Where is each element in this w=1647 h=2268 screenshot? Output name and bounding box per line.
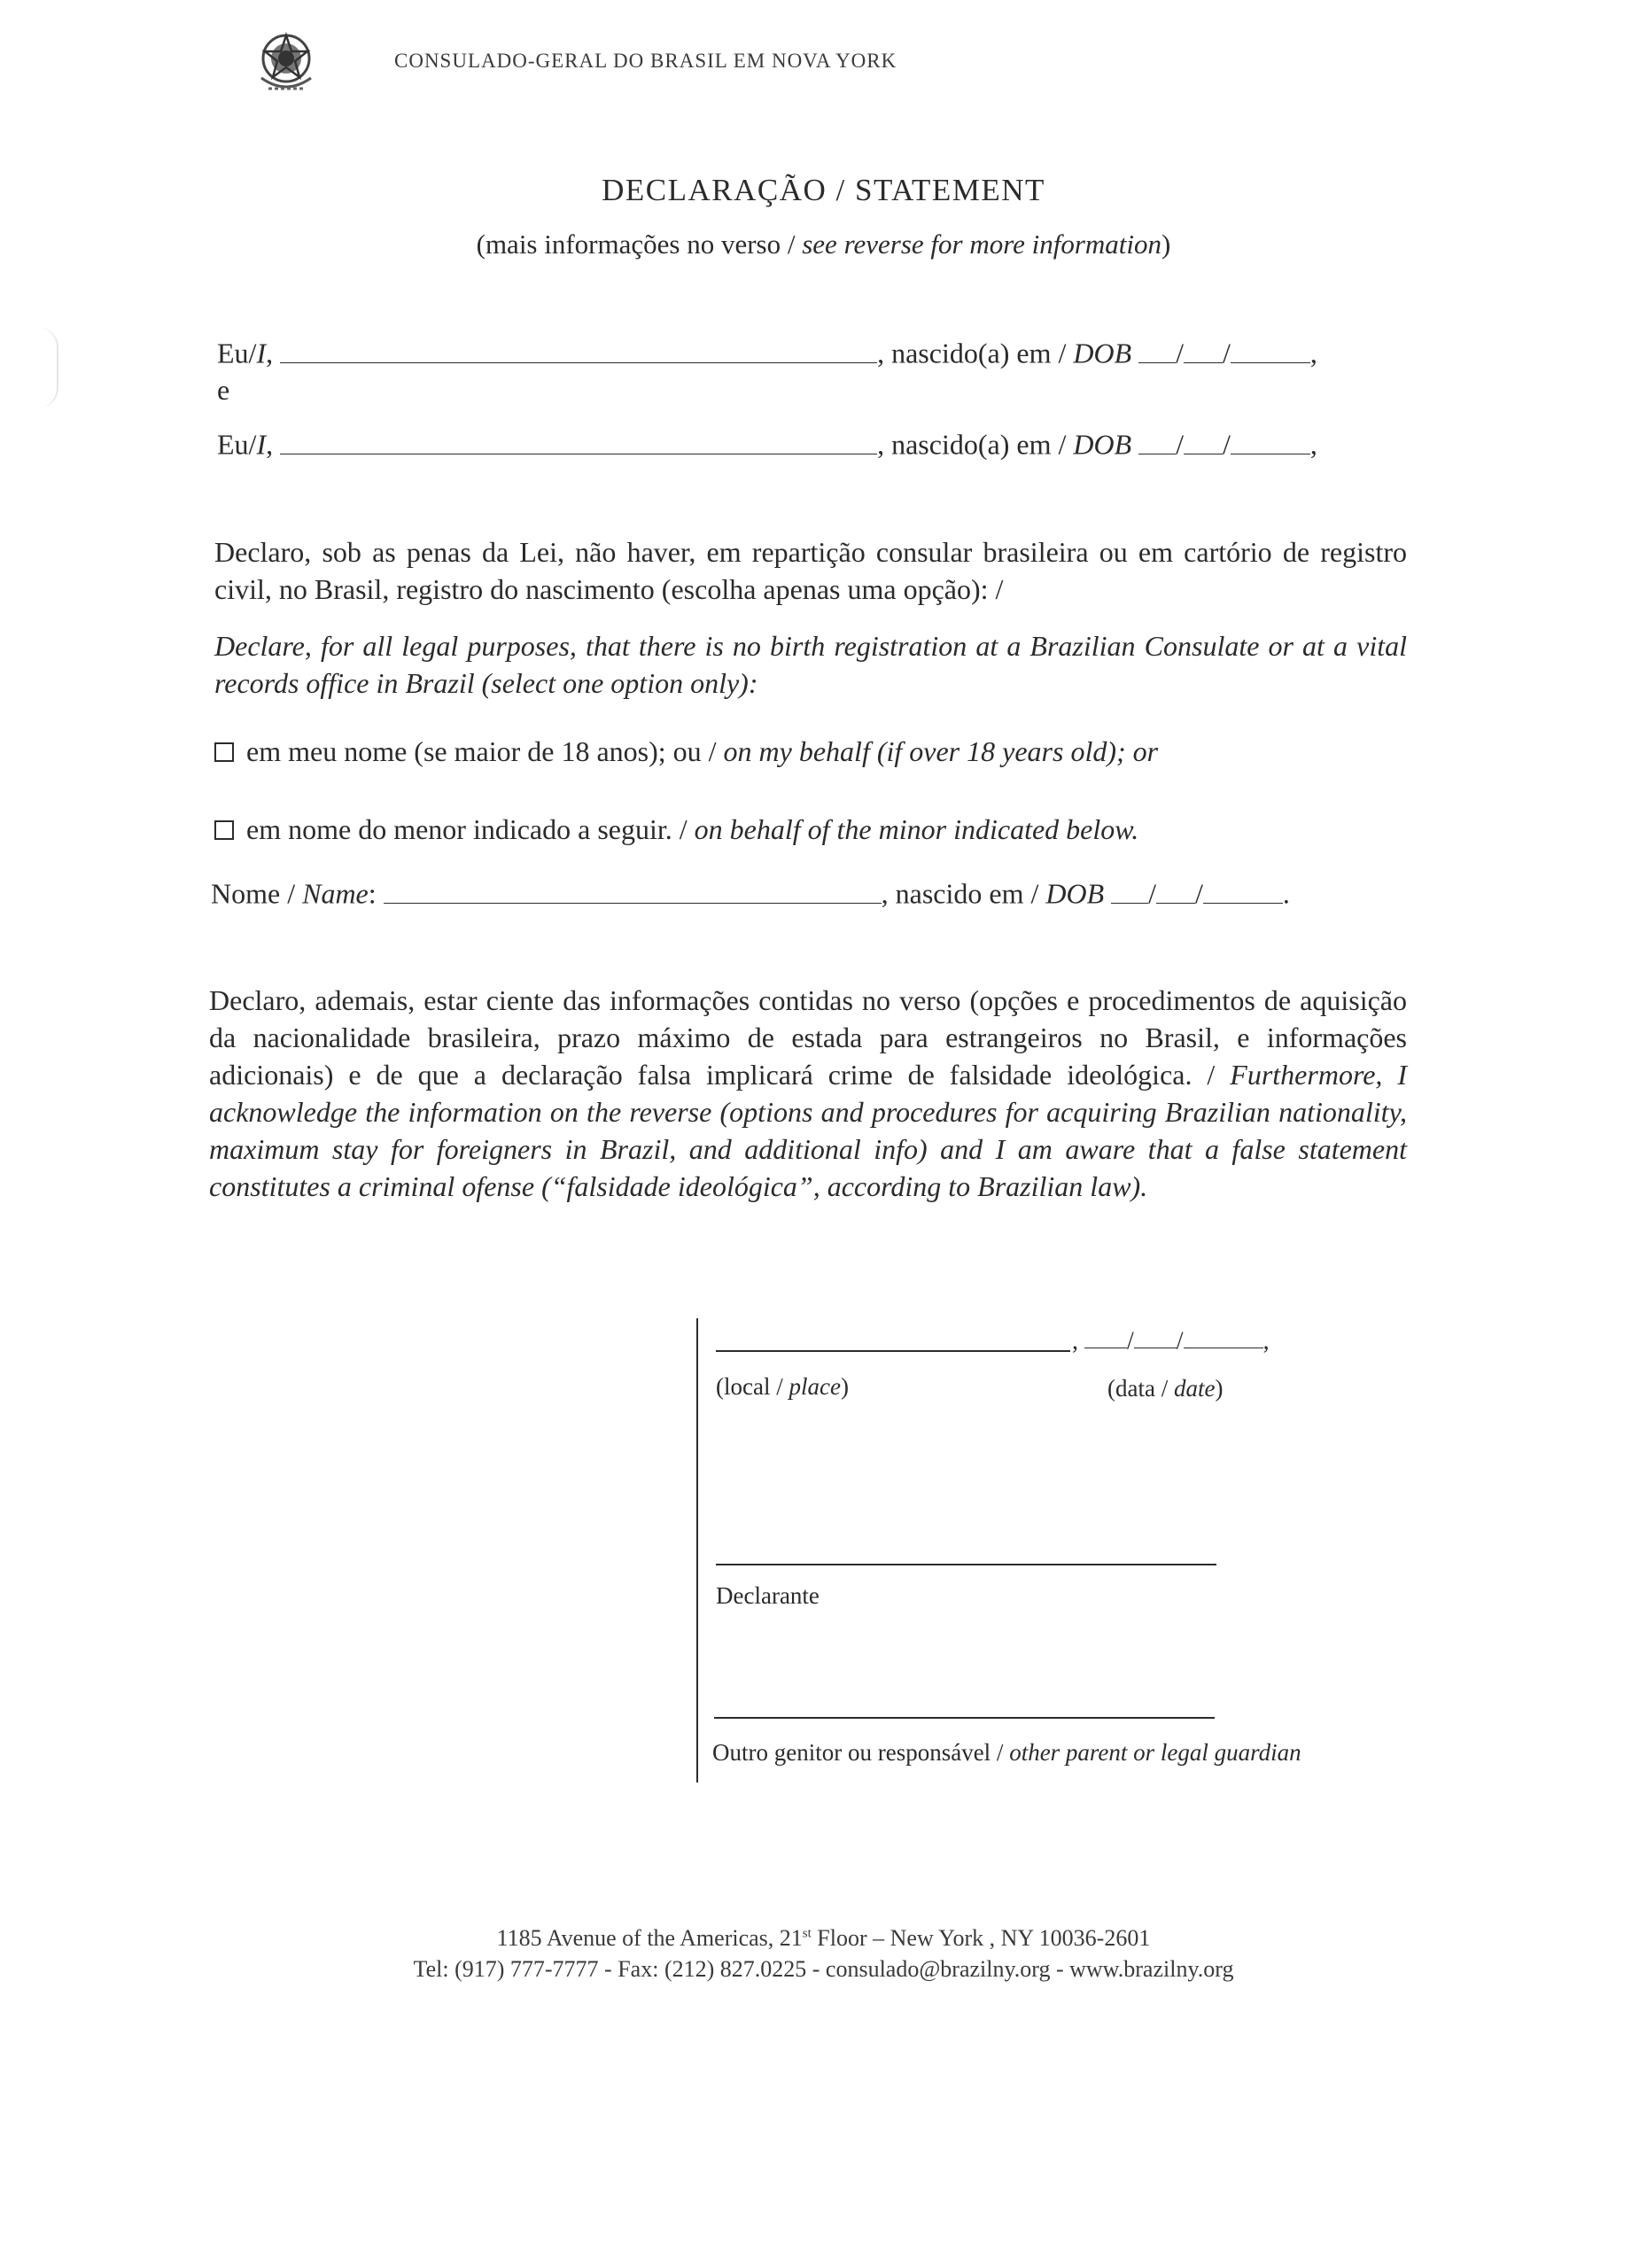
declaration-paragraph-en: Declare, for all legal purposes, that there is no birth registration at a Brazilian Consulate or at a vital records office in Brazil (select one option only): xyxy=(214,630,1407,699)
signature-block-divider xyxy=(696,1318,698,1783)
brazil-coat-of-arms-icon xyxy=(251,27,322,101)
sign-date-month-field[interactable] xyxy=(1134,1322,1177,1348)
scan-artifact xyxy=(39,328,58,408)
consulate-header: CONSULADO-GERAL DO BRASIL EM NOVA YORK xyxy=(394,50,897,72)
minor-dob-month-field[interactable] xyxy=(1156,873,1195,904)
declarant-signature-line[interactable] xyxy=(716,1564,1216,1565)
option-minor: em nome do menor indicado a seguir. / on behalf of the minor indicated below. xyxy=(214,813,1138,846)
declarant-1-dob-month-field[interactable] xyxy=(1184,332,1223,363)
declarant-2-dob-month-field[interactable] xyxy=(1184,423,1223,454)
declarant-label: Declarante xyxy=(716,1582,820,1609)
declaration-paragraph: Declaro, sob as penas da Lei, não haver, em repartição consular brasileira ou em cartório de registro civil, no Brasil, registro do nascimento (escolha apenas uma opção): / xyxy=(214,536,1407,605)
minor-dob-day-field[interactable] xyxy=(1111,873,1148,904)
declarant-2-dob-year-field[interactable] xyxy=(1231,423,1310,454)
guardian-signature-line[interactable] xyxy=(714,1717,1215,1719)
option-own-behalf: em meu nome (se maior de 18 anos); ou / on my behalf (if over 18 years old); or xyxy=(214,735,1158,768)
footer-address: 1185 Avenue of the Americas, 21st Floor – New York , NY 10036-2601 xyxy=(496,1925,1151,1951)
minor-dob-year-field[interactable] xyxy=(1203,873,1283,904)
date-field: , / / , xyxy=(1072,1322,1270,1355)
page-subtitle: (mais informações no verso / see reverse for more information) xyxy=(476,229,1171,260)
conjunction: e xyxy=(217,374,230,406)
minor-name-field[interactable] xyxy=(384,873,882,904)
page-title: DECLARAÇÃO / STATEMENT xyxy=(602,173,1045,207)
place-label: (local / place) xyxy=(716,1373,849,1400)
option-minor-checkbox[interactable] xyxy=(214,820,234,840)
declarant-line-2: Eu/I, , nascido(a) em / DOB / / , xyxy=(217,423,1317,462)
acknowledgement-paragraph: Declaro, ademais, estar ciente das informações contidas no verso (opções e procedimentos de aquisição da nacionalidade brasileira, prazo máximo de estada para estrangeiros no Brasil, e informações adicionais) e de que a declaração falsa implicará crime de falsidade ideológica. / Furthermore, I acknowledge the information on the reverse (options and procedures for acquiring Brazilian nationality, maximum stay for foreigners in Brazil, and additional info) and I am aware that a false statement constitutes a criminal ofense (“falsidade ideológica”, according to Brazilian law). xyxy=(209,984,1408,1202)
sign-date-day-field[interactable] xyxy=(1084,1322,1127,1348)
declarant-2-dob-day-field[interactable] xyxy=(1138,423,1176,454)
declarant-line-1: Eu/I, , nascido(a) em / DOB / / , xyxy=(217,332,1317,370)
sign-date-year-field[interactable] xyxy=(1184,1322,1263,1348)
declarant-1-name-field[interactable] xyxy=(280,332,877,363)
footer-contact: Tel: (917) 777-7777 - Fax: (212) 827.0225 - consulado@brazilny.org - www.brazilny.org xyxy=(413,1956,1234,1982)
date-label: (data / date) xyxy=(1107,1375,1224,1402)
guardian-label: Outro genitor ou responsável / other parent or legal guardian xyxy=(712,1739,1301,1766)
place-field[interactable] xyxy=(716,1324,1070,1352)
declarant-1-dob-day-field[interactable] xyxy=(1138,332,1176,363)
declarant-2-name-field[interactable] xyxy=(280,423,877,454)
declarant-1-dob-year-field[interactable] xyxy=(1231,332,1310,363)
minor-name-line: Nome / Name: , nascido em / DOB / / . xyxy=(211,873,1290,911)
option-own-behalf-checkbox[interactable] xyxy=(214,742,234,762)
